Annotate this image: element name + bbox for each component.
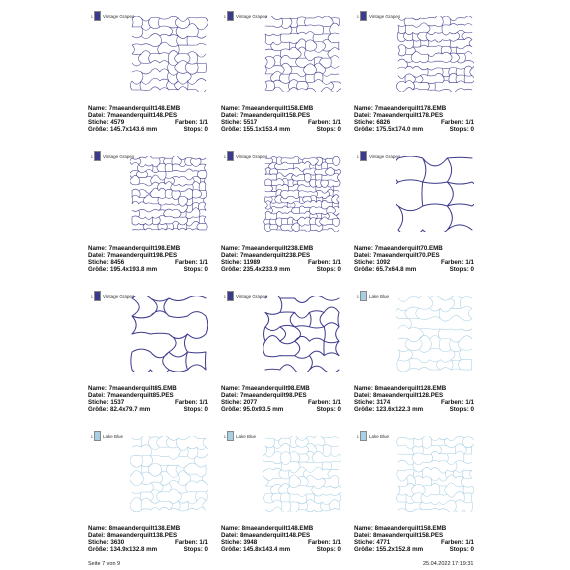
design-file: 7maeanderquilt85.PES (106, 392, 174, 399)
color-count: 1/1 (465, 259, 474, 266)
size-label: Größe: (354, 546, 375, 553)
thread-number: 1 (90, 433, 93, 439)
size-label: Größe: (88, 406, 109, 413)
thread-name: Lake Blue (369, 433, 390, 439)
design-name: 7maeanderquilt85.EMB (108, 385, 177, 392)
thread-legend (221, 10, 267, 22)
colors-label: Farben: (440, 259, 464, 266)
design-name: 8maeanderquilt138.EMB (108, 525, 181, 532)
design-info (354, 525, 474, 553)
name-label: Name: (88, 385, 107, 392)
design-size: 95.0x93.5 mm (243, 406, 284, 413)
design-size: 65.7x64.8 mm (376, 266, 417, 273)
design-card (354, 430, 514, 560)
file-label: Datei: (354, 252, 372, 259)
stitch-path (130, 156, 207, 230)
embroidery-preview (263, 436, 341, 512)
colors-label: Farben: (307, 119, 331, 126)
color-count: 1/1 (332, 539, 341, 546)
stitches-label: Stiche: (221, 259, 242, 266)
stitches-label: Stiche: (354, 259, 375, 266)
stop-count: 0 (337, 266, 341, 273)
colors-label: Farben: (440, 119, 464, 126)
design-size: 155.1x153.4 mm (243, 126, 291, 133)
design-file: 8maeanderquilt128.PES (372, 392, 444, 399)
thread-number: 1 (356, 153, 359, 159)
color-count: 1/1 (199, 539, 208, 546)
colors-label: Farben: (174, 259, 198, 266)
stitches-label: Stiche: (88, 119, 109, 126)
design-size: 134.9x132.8 mm (110, 546, 158, 553)
design-card (354, 290, 514, 420)
thread-number: 1 (223, 153, 226, 159)
design-file: 7maeanderquilt158.PES (239, 112, 311, 119)
embroidery-preview (130, 16, 208, 92)
color-count: 1/1 (332, 399, 341, 406)
design-name: 7maeanderquilt198.EMB (108, 245, 181, 252)
stop-count: 0 (337, 406, 341, 413)
thread-number: 1 (90, 153, 93, 159)
name-label: Name: (88, 105, 107, 112)
embroidery-preview (263, 296, 341, 372)
thread-legend (88, 290, 134, 302)
name-label: Name: (221, 105, 240, 112)
stop-count: 0 (470, 546, 474, 553)
stitch-path (264, 156, 341, 232)
design-file: 7maeanderquilt238.PES (239, 252, 311, 259)
stitch-count: 1092 (376, 259, 391, 266)
design-name: 7maeanderquilt238.EMB (241, 245, 314, 252)
design-file: 7maeanderquilt178.PES (372, 112, 444, 119)
name-label: Name: (221, 245, 240, 252)
design-size: 175.5x174.0 mm (376, 126, 424, 133)
design-info (354, 105, 474, 133)
name-label: Name: (354, 525, 373, 532)
embroidery-preview (396, 296, 474, 372)
stitches-label: Stiche: (221, 119, 242, 126)
design-size: 155.2x152.8 mm (376, 546, 424, 553)
stops-label: Stops: (183, 406, 203, 413)
color-count: 1/1 (465, 119, 474, 126)
design-info (221, 525, 341, 553)
color-count: 1/1 (199, 399, 208, 406)
file-label: Datei: (88, 112, 106, 119)
colors-label: Farben: (440, 539, 464, 546)
design-info (221, 385, 341, 413)
name-label: Name: (221, 385, 240, 392)
stitch-path (396, 296, 472, 372)
page-number: Seite 7 von 9 (88, 561, 121, 567)
design-card (354, 150, 514, 280)
embroidery-preview (396, 436, 474, 512)
design-info (221, 245, 341, 273)
thread-number: 1 (223, 13, 226, 19)
stitch-path (265, 16, 341, 92)
color-count: 1/1 (465, 539, 474, 546)
design-info (88, 525, 208, 553)
stop-count: 0 (204, 406, 208, 413)
thread-number: 1 (356, 433, 359, 439)
color-count: 1/1 (465, 399, 474, 406)
thread-name: Vintage Grapes (103, 293, 135, 299)
stop-count: 0 (337, 546, 341, 553)
name-label: Name: (221, 525, 240, 532)
design-file: 7maeanderquilt98.PES (239, 392, 307, 399)
design-info (354, 385, 474, 413)
design-info (354, 245, 474, 273)
stitch-path (263, 436, 341, 512)
embroidery-preview (130, 296, 208, 372)
thread-color-swatch (227, 151, 234, 161)
embroidery-preview (396, 156, 474, 232)
name-label: Name: (88, 245, 107, 252)
stitch-count: 3174 (376, 399, 391, 406)
file-label: Datei: (88, 392, 106, 399)
file-label: Datei: (88, 532, 106, 539)
stop-count: 0 (204, 266, 208, 273)
colors-label: Farben: (307, 399, 331, 406)
design-size: 195.4x193.8 mm (110, 266, 158, 273)
size-label: Größe: (88, 266, 109, 273)
color-count: 1/1 (332, 259, 341, 266)
stitch-count: 5517 (243, 119, 258, 126)
thread-color-swatch (227, 11, 234, 21)
design-name: 7maeanderquilt158.EMB (241, 105, 314, 112)
colors-label: Farben: (307, 539, 331, 546)
stops-label: Stops: (449, 126, 469, 133)
stop-count: 0 (470, 266, 474, 273)
thread-name: Lake Blue (236, 433, 257, 439)
thread-number: 1 (90, 13, 93, 19)
size-label: Größe: (354, 406, 375, 413)
thread-number: 1 (356, 293, 359, 299)
thread-legend (354, 430, 389, 442)
stitches-label: Stiche: (88, 399, 109, 406)
design-file: 8maeanderquilt138.PES (106, 532, 178, 539)
size-label: Größe: (221, 406, 242, 413)
stitch-path (131, 296, 208, 372)
stitch-path (130, 16, 208, 92)
design-file: 7maeanderquilt148.PES (106, 112, 178, 119)
thread-color-swatch (94, 291, 101, 301)
design-info (88, 245, 208, 273)
design-file: 8maeanderquilt158.PES (372, 532, 444, 539)
thread-legend (221, 430, 256, 442)
stop-count: 0 (470, 406, 474, 413)
thread-color-swatch (227, 291, 234, 301)
colors-label: Farben: (174, 119, 198, 126)
stitches-label: Stiche: (354, 399, 375, 406)
file-label: Datei: (221, 112, 239, 119)
stitch-count: 2077 (243, 399, 258, 406)
thread-color-swatch (360, 431, 367, 441)
thread-legend (88, 150, 134, 162)
thread-name: Vintage Grapes (103, 13, 135, 19)
stitches-label: Stiche: (354, 119, 375, 126)
stops-label: Stops: (316, 406, 336, 413)
stitch-path (396, 156, 474, 232)
thread-name: Vintage Grapes (236, 293, 268, 299)
embroidery-preview (263, 156, 341, 232)
thread-name: Vintage Grapes (369, 13, 401, 19)
embroidery-preview (130, 436, 208, 512)
size-label: Größe: (221, 126, 242, 133)
stops-label: Stops: (316, 266, 336, 273)
stops-label: Stops: (183, 266, 203, 273)
design-size: 145.7x143.6 mm (110, 126, 158, 133)
thread-number: 1 (356, 13, 359, 19)
thread-legend (354, 150, 400, 162)
thread-name: Lake Blue (369, 293, 390, 299)
embroidery-preview (130, 156, 208, 232)
file-label: Datei: (354, 532, 372, 539)
stitch-count: 3948 (243, 539, 258, 546)
thread-color-swatch (227, 431, 234, 441)
file-label: Datei: (88, 252, 106, 259)
size-label: Größe: (88, 126, 109, 133)
stitch-count: 11989 (243, 259, 261, 266)
thread-name: Lake Blue (103, 433, 124, 439)
colors-label: Farben: (174, 539, 198, 546)
design-name: 8maeanderquilt148.EMB (241, 525, 314, 532)
stitch-path (396, 16, 474, 92)
name-label: Name: (354, 385, 373, 392)
stitch-count: 6826 (376, 119, 391, 126)
size-label: Größe: (88, 546, 109, 553)
thread-color-swatch (360, 11, 367, 21)
stops-label: Stops: (316, 126, 336, 133)
stop-count: 0 (337, 126, 341, 133)
thread-name: Vintage Grapes (103, 153, 135, 159)
print-timestamp: 25.04.2022 17:19:31 (423, 561, 474, 567)
thread-legend (221, 150, 267, 162)
color-count: 1/1 (199, 259, 208, 266)
stop-count: 0 (470, 126, 474, 133)
stops-label: Stops: (449, 406, 469, 413)
thread-legend (88, 10, 134, 22)
stitch-count: 3630 (110, 539, 125, 546)
name-label: Name: (354, 105, 373, 112)
stops-label: Stops: (316, 546, 336, 553)
thread-color-swatch (360, 291, 367, 301)
stitch-count: 8456 (110, 259, 125, 266)
design-name: 7maeanderquilt178.EMB (374, 105, 447, 112)
thread-name: Vintage Grapes (236, 153, 268, 159)
color-count: 1/1 (199, 119, 208, 126)
stops-label: Stops: (183, 126, 203, 133)
colors-label: Farben: (307, 259, 331, 266)
thread-name: Vintage Grapes (236, 13, 268, 19)
stitches-label: Stiche: (221, 539, 242, 546)
colors-label: Farben: (440, 399, 464, 406)
stop-count: 0 (204, 126, 208, 133)
size-label: Größe: (354, 126, 375, 133)
design-size: 145.8x143.4 mm (243, 546, 291, 553)
colors-label: Farben: (174, 399, 198, 406)
design-name: 8maeanderquilt128.EMB (374, 385, 447, 392)
size-label: Größe: (354, 266, 375, 273)
design-file: 8maeanderquilt148.PES (239, 532, 311, 539)
thread-color-swatch (94, 11, 101, 21)
design-name: 7maeanderquilt98.EMB (241, 385, 310, 392)
thread-legend (221, 290, 267, 302)
stitch-count: 1537 (110, 399, 125, 406)
design-info (88, 385, 208, 413)
design-size: 123.6x122.3 mm (376, 406, 424, 413)
stitches-label: Stiche: (88, 259, 109, 266)
design-file: 7maeanderquilt70.PES (372, 252, 440, 259)
design-card (354, 10, 514, 140)
thread-number: 1 (223, 433, 226, 439)
design-size: 82.4x79.7 mm (110, 406, 151, 413)
thread-number: 1 (223, 293, 226, 299)
stops-label: Stops: (183, 546, 203, 553)
stitch-path (263, 296, 339, 372)
stop-count: 0 (204, 546, 208, 553)
file-label: Datei: (354, 112, 372, 119)
design-info (221, 105, 341, 133)
name-label: Name: (88, 525, 107, 532)
file-label: Datei: (354, 392, 372, 399)
thread-color-swatch (94, 151, 101, 161)
thread-color-swatch (360, 151, 367, 161)
stitch-count: 4579 (110, 119, 125, 126)
stitches-label: Stiche: (354, 539, 375, 546)
stitches-label: Stiche: (88, 539, 109, 546)
stops-label: Stops: (449, 266, 469, 273)
stops-label: Stops: (449, 546, 469, 553)
thread-legend (88, 430, 123, 442)
stitch-path (397, 436, 474, 512)
thread-color-swatch (94, 431, 101, 441)
embroidery-preview (263, 16, 341, 92)
color-count: 1/1 (332, 119, 341, 126)
file-label: Datei: (221, 532, 239, 539)
embroidery-preview (396, 16, 474, 92)
design-name: 7maeanderquilt70.EMB (374, 245, 443, 252)
file-label: Datei: (221, 392, 239, 399)
thread-name: Vintage Grapes (369, 153, 401, 159)
stitch-path (130, 436, 208, 512)
thread-legend (354, 290, 389, 302)
design-size: 235.4x233.9 mm (243, 266, 291, 273)
file-label: Datei: (221, 252, 239, 259)
design-info (88, 105, 208, 133)
stitches-label: Stiche: (221, 399, 242, 406)
thread-number: 1 (90, 293, 93, 299)
design-name: 8maeanderquilt158.EMB (374, 525, 447, 532)
stitch-count: 4771 (376, 539, 391, 546)
thread-legend (354, 10, 400, 22)
size-label: Größe: (221, 266, 242, 273)
name-label: Name: (354, 245, 373, 252)
size-label: Größe: (221, 546, 242, 553)
design-file: 7maeanderquilt198.PES (106, 252, 178, 259)
design-name: 7maeanderquilt148.EMB (108, 105, 181, 112)
